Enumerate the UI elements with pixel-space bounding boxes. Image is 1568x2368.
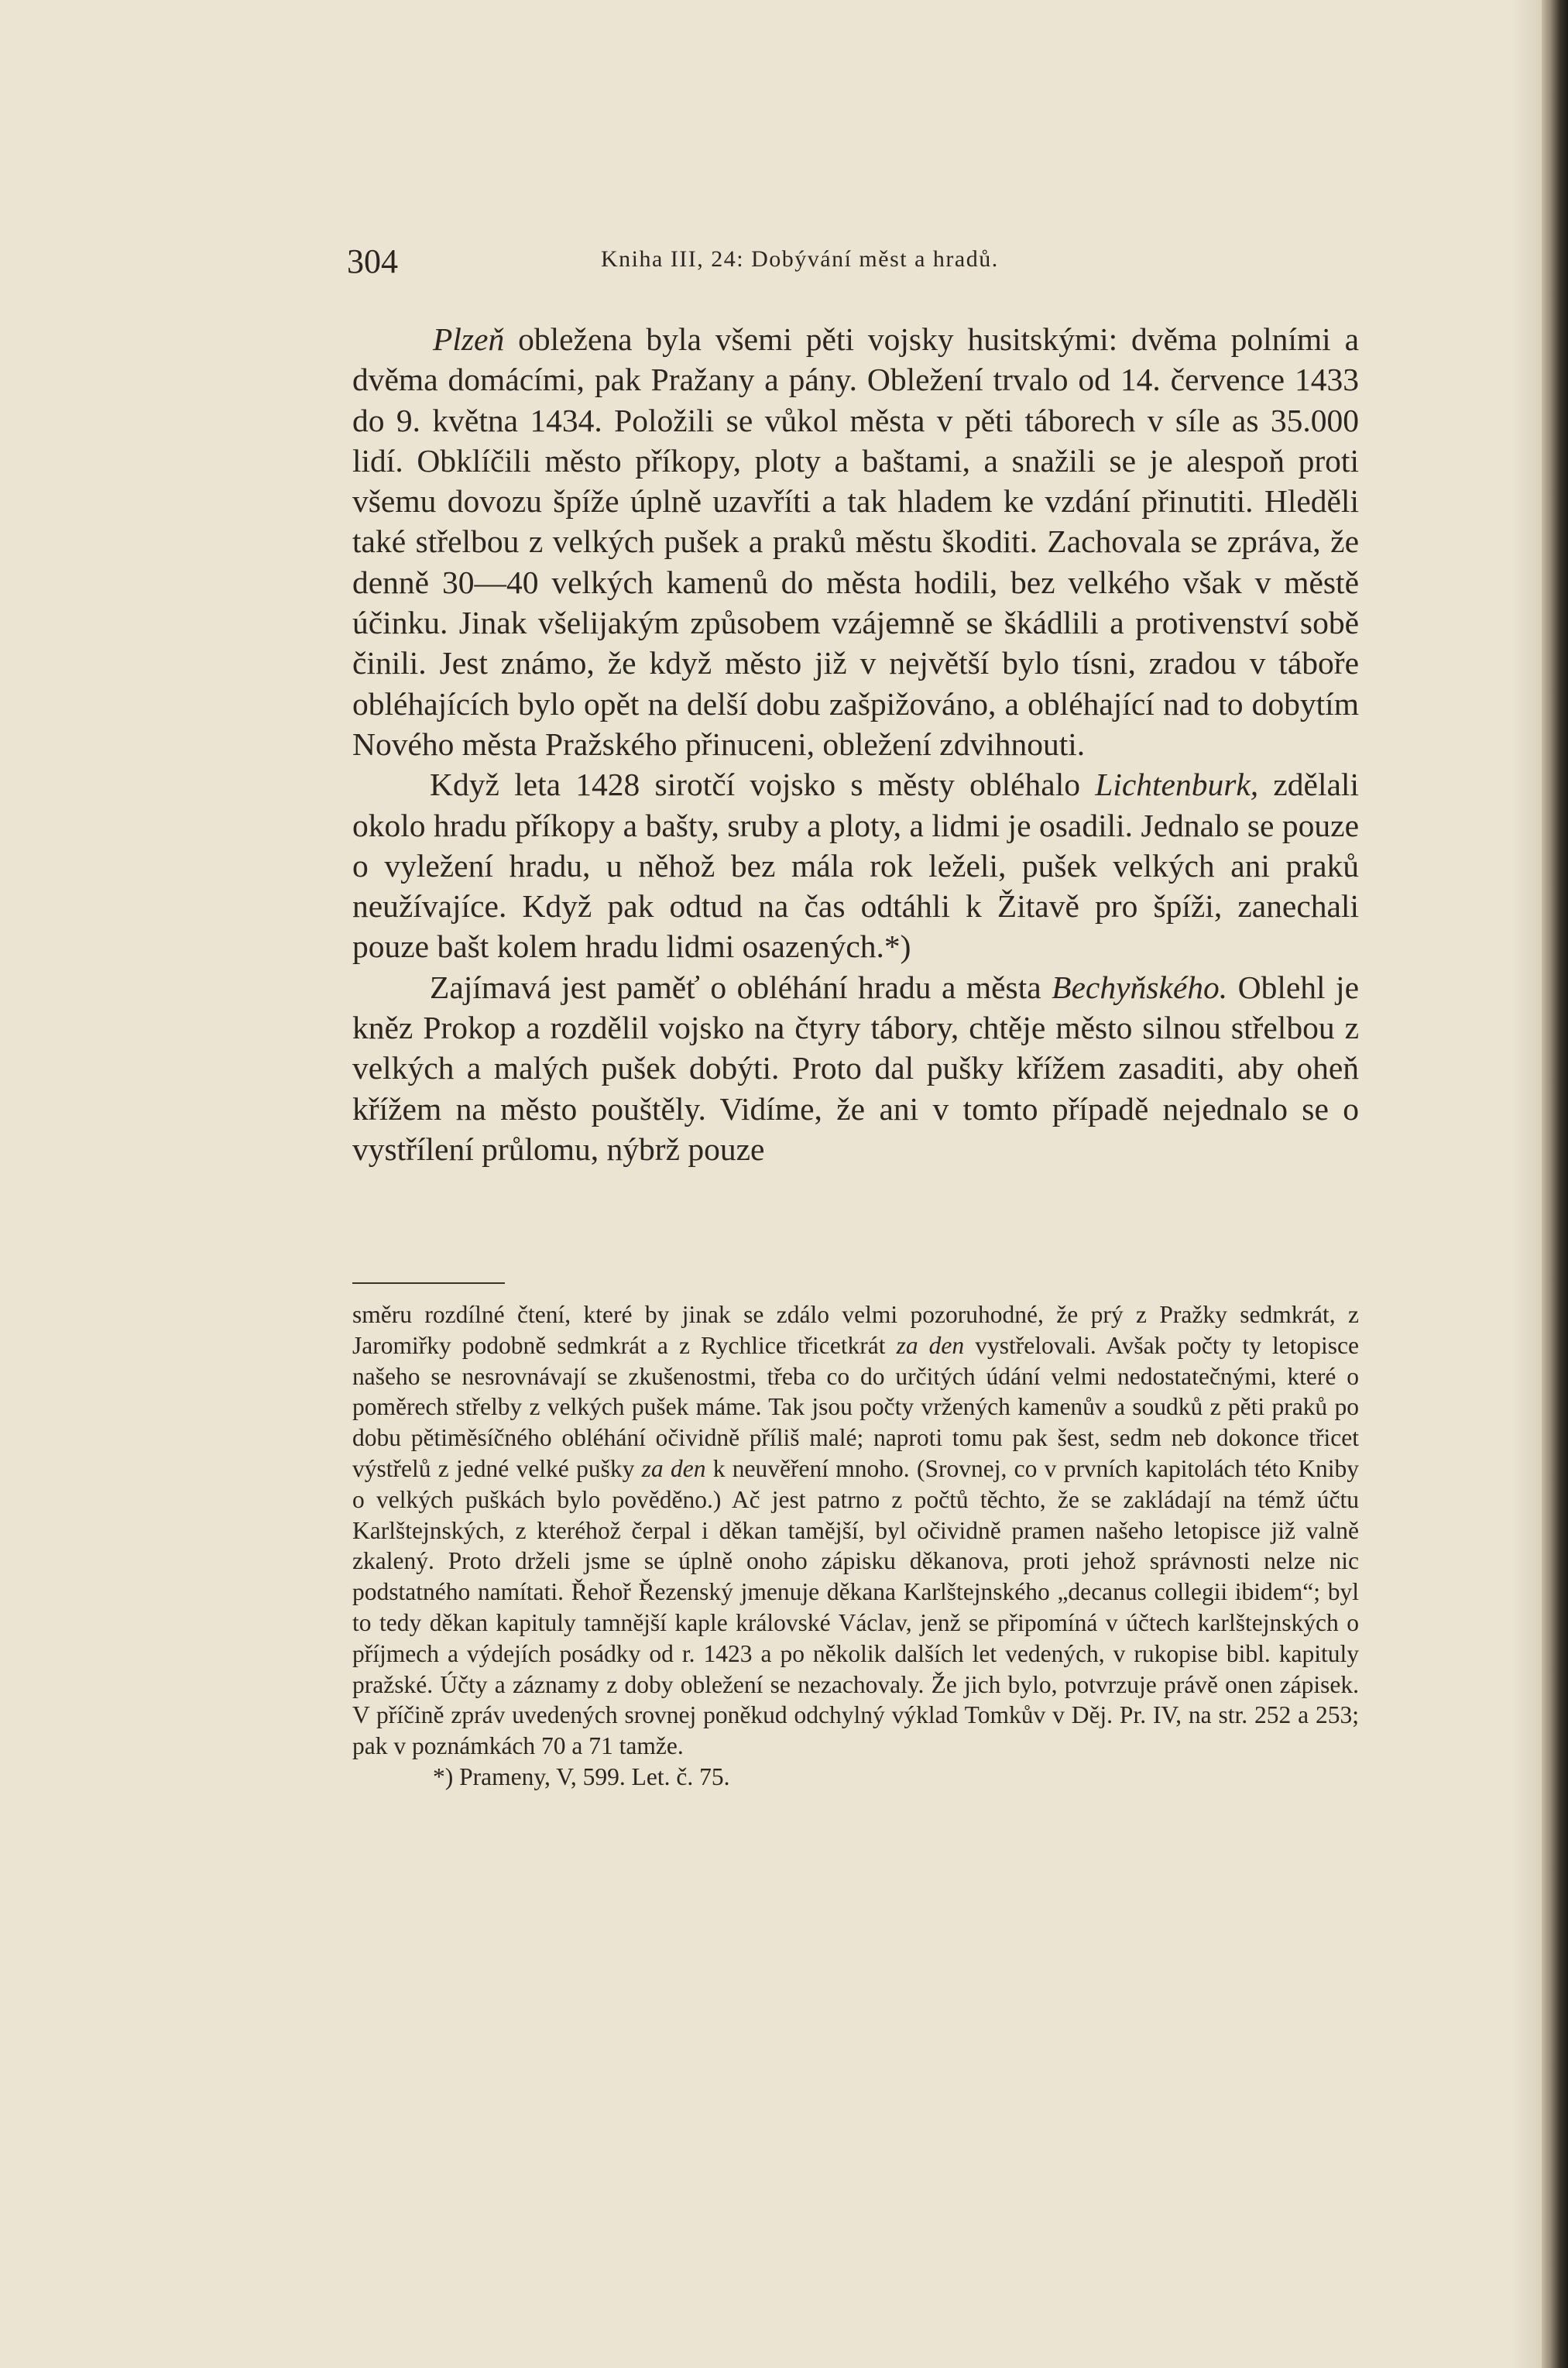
place-name: Lichtenburk, [1095,767,1259,803]
paragraph-lichtenburk [352,764,1359,966]
page-header [347,242,1369,288]
paragraph-text: obležena byla všemi pěti vojsky husitskými: dvěma polními a dvěma domácími, pak Pražany a pány. Obležení trvalo od 14. července 1433 do 9. května 1434. Položili se vůkol města v pěti táborech v síle as 35.000 lidí. Obklíčili město příkopy, ploty a baštami, a snažili se je alespoň proti všemu dovozu špíže úplně uzavříti a tak hladem ke vzdání přinutiti. Hleděli také střelbou z velkých pušek a praků městu škoditi. Zachovala se zpráva, že denně 30—40 velkých kamenů do města hodili, bez velkého však v městě účinku. Jinak všelijakým způsobem vzájemně se škádlili a protivenství sobě činili. Jest známo, že když město již v největší bylo tísni, zradou v táboře obléhajících bylo opět na delší dobu zašpižováno, a obléhající nad to dobytím Nového města Pražského přinuceni, obležení zdvihnouti. [352,321,1359,762]
page-edge [1542,0,1568,2368]
footnote-divider [352,1282,505,1284]
footnote-italic: za den [896,1331,965,1359]
paragraph-text: Oblehl je kněz Prokop a rozdělil vojsko na čtyry tábory, chtěje město silnou střelbou z velkých a malých pušek dobýti. Proto dal pušky křížem zasaditi, aby oheň křížem na město pouštěly. Vidíme, že ani v tomto případě nejednalo se o vystřílení průlomu, nýbrž pouze [352,969,1359,1167]
main-text [352,319,1359,1169]
footnote-text: k neuvěření mnoho. (Srovnej, co v prvních kapitolách této Kniby o velkých puškách bylo pověděno.) Ač jest patrno z počtů těchto, že se zakládají na témž účtu Karlštejnských, z kteréhož čerpal i děkan tamější, byl očividně pramen našeho letopisce již valně zkalený. Proto drželi jsme se úplně onoho zápisku děkanova, proti jehož správnosti nelze nic podstatného namítati. Řehoř Řezenský jmenuje děkana Karlštejnského „decanus collegii ibidem“; byl to tedy děkan kapituly tamnější kaple královské Václav, jenž se připomíná v účtech karlštejnských o příjmech a výdejích posádky od r. 1423 a po několik dalších let vedených, v rukopise bibl. kapituly pražské. Účty a záznamy z doby obležení se nezachovaly. Že jich bylo, potvrzuje právě onen zápisek. V příčině zpráv uvedených srovnej poněkud odchylný výklad Tomkův v Děj. Pr. IV, na str. 252 a 253; pak v poznámkách 70 a 71 tamže. [352,1454,1359,1760]
paragraph-text: Když leta 1428 sirotčí vojsko s městy obléhalo [430,767,1096,803]
paragraph-plzen [352,319,1359,764]
paragraph-text: zdělali okolo hradu příkopy a bašty, sruby a ploty, a lidmi je osadili. Jednalo se pouze o vyležení hradu, u něhož bez mála rok leželi, pušek velkých ani praků neužívajíce. Když pak odtud na čas odtáhli k Žitavě pro špíži, zanechali pouze bašt kolem hradu lidmi osazených.*) [352,767,1359,965]
running-head: Kniha III, 24: Dobývání měst a hradů. [601,246,999,272]
paragraph-bechyne [352,967,1359,1169]
footnote-text: směru rozdílné čtení, které by jinak se zdálo velmi pozoruhodné, že prý z Pražky sedmkrát, z Jaromiřky podobně sedmkrát a z Rychlice třicetkrát [352,1301,1359,1359]
footnote-text: vystřelovali. Avšak počty ty letopisce našeho se nesrovnávají se zkušenostmi, třeba co do určitých údání velmi nedostatečnými, které o poměrech střelby z velkých pušek máme. Tak jsou počty vržených kamenův a soudků z pěti praků po dobu pětiměsíčného obléhání očividně příliš malé; naproti tomu pak šest, sedm neb dokonce třicet výstřelů z jedné velké pušky [352,1331,1359,1482]
footnote-italic: za den [641,1454,706,1482]
spine-shadow [1511,0,1542,2368]
footnotes [352,1299,1359,1793]
footnote-continued [352,1299,1359,1762]
place-name: Plzeň [433,321,505,357]
paragraph-text: Zajímavá jest paměť o obléhání hradu a města [430,969,1052,1005]
footnote-reference: *) Prameny, V, 599. Let. č. 75. [433,1762,730,1790]
place-name: Bechyňského. [1052,969,1228,1005]
page-number: 304 [347,242,398,280]
